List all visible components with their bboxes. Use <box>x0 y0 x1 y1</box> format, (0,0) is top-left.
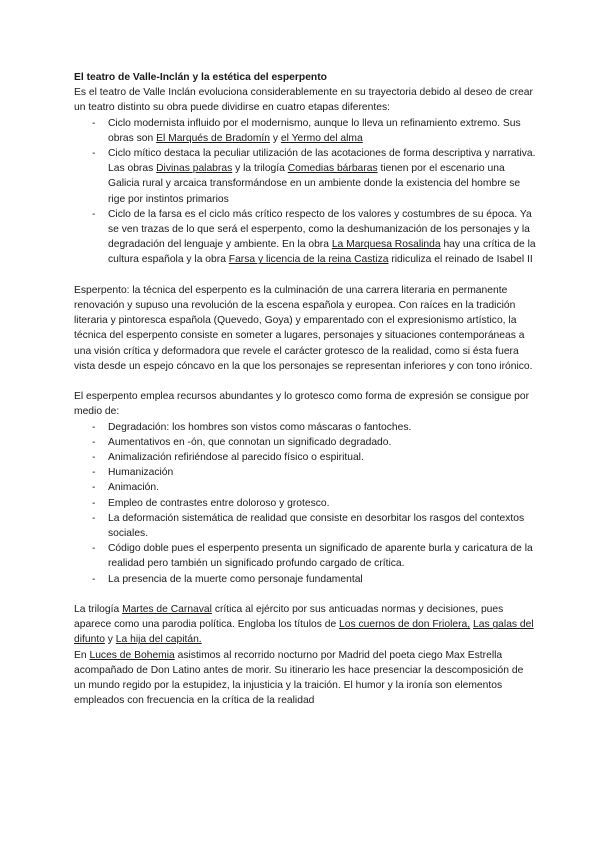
resource-item: - Humanización <box>74 465 536 480</box>
paragraph-text: asistimos al recorrido nocturno por Madrid del poeta ciego Max Estrella acompañado de Don Latino antes de morir. Su itinerario les hace presenciar la descomposición de un mundo regido por la estupidez, la injusticia y la traición. El humor y la ironía son elementos empleados con frecuencia en la crítica de la realidad <box>74 649 524 707</box>
document-page <box>74 70 536 708</box>
stage-text: Ciclo mítico destaca la peculiar utilización de las acotaciones de forma descriptiva y narrativa. Las obras <box>108 148 536 175</box>
work-title: el Yermo del alma <box>280 132 363 144</box>
resource-item: - Empleo de contrastes entre doloroso y grotesco. <box>74 496 536 511</box>
stage-item-mythic <box>74 146 536 207</box>
resource-item: - La presencia de la muerte como personaje fundamental <box>74 572 536 587</box>
stage-text: hay una crítica de la cultura española y la obra <box>108 239 536 266</box>
trilogy-paragraph <box>74 602 536 648</box>
document-title: El teatro de Valle-Inclán y la estética del esperpento <box>74 72 327 83</box>
work-title: Luces de Bohemia <box>89 649 175 661</box>
resource-item: - Código doble pues el esperpento presenta un significado de aparente burla y caricatura de la realidad pero también un significado profundo cargado de crítica. <box>74 541 536 571</box>
paragraph-spacer <box>74 587 536 602</box>
stage-text: Ciclo de la farsa es el ciclo más crítico respecto de los valores y costumbres de su época. Ya se ven trazas de lo que será el esperpento, como la deshumanización de los personajes y la degradación del lenguaje y ambiente. En la obra <box>108 208 532 251</box>
intro-paragraph: Es el teatro de Valle Inclán evoluciona considerablemente en su trayectoria debido al deseo de crear un teatro distinto su obra puede dividirse en cuatro etapas diferentes: <box>74 87 533 114</box>
stage-text: ridiculiza el reinado de Isabel II <box>388 254 533 266</box>
stage-item-farce <box>74 207 536 268</box>
work-title: Los cuernos de don Friolera, <box>339 619 471 631</box>
paragraph-text: La trilogía <box>74 604 123 616</box>
stage-text: tienen por el escenario una Galicia rural y arcaica transformándose en un ambiente donde la existencia del hombre se rige por instintos primarios <box>108 163 521 205</box>
stage-text: Ciclo modernista influido por el modernismo, aunque lo lleva un refinamiento extremo. Sus obras son <box>108 117 521 144</box>
work-title: Divinas palabras <box>156 163 233 175</box>
work-title: Las galas del difunto <box>74 619 534 646</box>
resources-intro: El esperpento emplea recursos abundantes y lo grotesco como forma de expresión se consigue por medio de: <box>74 391 530 418</box>
work-title: Comedias bárbaras <box>287 163 378 175</box>
resource-item: - Animalización refiriéndose al parecido físico o espiritual. <box>74 450 536 465</box>
paragraph-spacer <box>74 374 536 389</box>
resource-item: - Aumentativos en -ón, que connotan un significado degradado. <box>74 435 536 450</box>
luces-paragraph <box>74 648 536 709</box>
work-title: El Marqués de Bradomín <box>156 132 270 144</box>
resource-item: - La deformación sistemática de realidad que consiste en desorbitar los rasgos del contextos sociales. <box>74 511 536 541</box>
stages-list <box>74 116 536 268</box>
paragraph-text: crítica al ejército por sus anticuadas normas y decisiones, pues aparece como una parodia política. Engloba los títulos de <box>74 604 504 631</box>
work-title: Martes de Carnaval <box>122 604 212 616</box>
work-title: La hija del capitán. <box>115 634 202 646</box>
work-title: Farsa y licencia de la reina Castiza <box>228 254 389 266</box>
esperpento-paragraph: Esperpento: la técnica del esperpento es la culminación de una carrera literaria en permanente renovación y supuso una revolución de la escena española y europea. Con raíces en la tradición literaria y pintoresca española (Quevedo, Goya) y emparentado con el expresionismo artístico, la técnica del esperpento consiste en someter a lugares, personajes y situaciones contemporáneas a una visión crítica y deformadora que revele el carácter grotesco de la realidad, como si ésta fuera vista desde un espejo cóncavo en la que los personajes se representan inferiores y con tono irónico. <box>74 284 533 372</box>
paragraph-text: En <box>74 649 90 661</box>
stage-item-modernist <box>74 116 536 146</box>
paragraph-text: y <box>104 634 116 646</box>
resources-list <box>74 420 536 587</box>
resource-item: - Animación. <box>74 480 536 495</box>
work-title: La Marquesa Rosalinda <box>331 239 441 251</box>
stage-text: y <box>270 132 281 144</box>
stage-text: y la trilogía <box>232 163 288 175</box>
resource-item: - Degradación: los hombres son vistos como máscaras o fantoches. <box>74 420 536 435</box>
paragraph-spacer <box>74 268 536 283</box>
